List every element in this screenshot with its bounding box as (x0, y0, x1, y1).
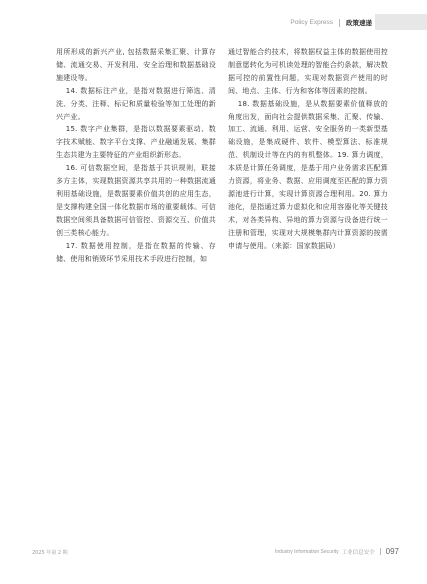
publication-name-en: Industry Information Security (274, 548, 339, 555)
right-column (228, 46, 388, 253)
header-tab-decoration (375, 14, 427, 30)
paragraph: 14. 数据标注产业，是指对数据进行筛选、清洗、分类、注释、标记和质量检验等加工处理的新兴产业。 (56, 86, 216, 121)
paragraph: 用所形成的新兴产业, 包括数据采集汇聚、计算存储、流通交易、开发利用、安全治理和数据基础设施建设等。 (56, 48, 216, 82)
page-number: 097 (385, 547, 399, 556)
paragraph: 通过智能合约技术，将数据权益主体的数据使用控制意愿转化为可机读处理的智能合约条款，解决数据可控的前置性问题，实现对数据资产使用的时间、地点、主体、行为和客体等因素的控制。 (228, 48, 388, 95)
paragraph: 16. 可信数据空间，是指基于共识规则，联接多方主体，实现数据资源共享共用的一种数据流通利用基础设施，是数据要素价值共创的应用生态，是支撑构建全国一体化数据市场的重要载体。可信数据空间须具备数据可信管控、资源交互、价值共创三类核心能力。 (56, 164, 216, 237)
issue-label: 2025 年第 2 期 (32, 550, 68, 556)
footer-right (275, 547, 399, 556)
left-column (56, 46, 216, 265)
paragraph: 17. 数据使用控制，是指在数据的传输、存储、使用和销毁环节采用技术手段进行控制，如 (56, 241, 216, 263)
paragraph: 18. 数据基础设施，是从数据要素价值释放的角度出发，面向社会提供数据采集、汇聚、传输、加工、流通、利用、运营、安全服务的一类新型基础设施，是集成硬件、软件、模型算法、标准规范、机制设计等在内的有机整体。19. 算力调度，本质是计算任务调度，是基于用户业务需求匹配算力资源，将业务、数据、应用调度至匹配的算力资源池进行计算，实现计算资源合理利用。20. 算力池化，是指通过算力虚拟化和应用容器化等关键技术，对各类异构、异地的算力资源与设备进行统一注册和管理，实现对大规模集群内计算资源的按需申请与使用。（来源：国家数据局） (228, 99, 388, 250)
paragraph: 15. 数字产业集群，是指以数据要素驱动、数字技术赋能、数字平台支撑、产业融通发展、集群生态共建为主要特征的产业组织新形态。 (56, 125, 216, 160)
section-title-cn: 政策速递 (346, 19, 372, 27)
section-header (290, 19, 372, 27)
publication-name-cn: 工业信息安全 (341, 549, 375, 556)
header-divider (339, 19, 340, 27)
section-title-en: Policy Express (290, 19, 333, 26)
footer-divider (380, 548, 381, 555)
